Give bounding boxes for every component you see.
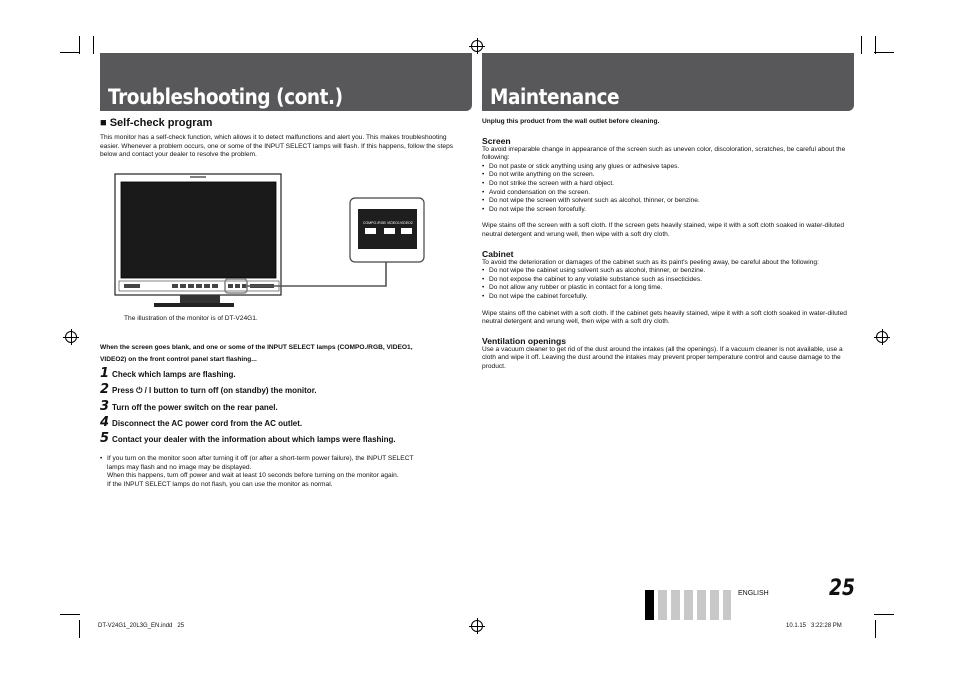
list-item: • Do not wipe the cabinet forcefully. xyxy=(482,293,852,302)
ventilation-heading: Ventilation openings xyxy=(482,335,567,346)
crop-mark xyxy=(875,36,876,54)
crop-mark xyxy=(874,52,894,53)
warning-text: Unplug this product from the wall outlet before cleaning. xyxy=(482,118,660,125)
screen-wipe-text: Wipe stains off the screen with a soft cloth. If the screen gets heavily stained, wipe it with a soft cloth soaked in water-diluted neutral detergent and wrung well, then wipe with a soft dry cloth. xyxy=(482,222,844,238)
step-3: 3 Turn off the power switch on the rear panel. xyxy=(100,399,278,414)
illustration-caption: The illustration of the monitor is of DT-V24G1. xyxy=(124,315,258,322)
registration-mark-icon xyxy=(471,620,483,632)
section-title: Self-check program xyxy=(109,117,213,129)
page-title-maintenance: Maintenance xyxy=(490,85,620,109)
list-item: • Do not strike the screen with a hard object. xyxy=(482,180,852,189)
maintenance-content xyxy=(482,118,852,371)
crop-mark xyxy=(60,614,80,615)
list-item: • Do not wipe the cabinet using solvent such as alcohol, thinner, or benzine. xyxy=(482,267,852,276)
step-4: 4 Disconnect the AC power cord from the AC outlet. xyxy=(100,415,303,430)
section-marker-icon: ■ xyxy=(100,117,107,129)
panel-label-video1: VIDEO1 xyxy=(387,221,400,225)
crop-mark xyxy=(861,36,862,54)
right-title-banner xyxy=(482,53,854,111)
crop-mark xyxy=(93,36,94,54)
ventilation-text: Use a vacuum cleaner to get rid of the dust around the intakes (all the openings). If a vacuum cleaner is not available, use a cloth and wipe it off. Leaving the dust around the intakes may prevent proper temperature control and cause damage to the product. xyxy=(482,345,843,370)
note-line-4: If the INPUT SELECT lamps do not flash, you can use the monitor as normal. xyxy=(107,480,333,488)
registration-mark-icon xyxy=(65,331,77,343)
language-label: ENGLISH xyxy=(738,590,769,597)
file-info: DT-V24G1_20L3G_EN.indd 25 xyxy=(98,623,185,629)
list-item: • Do not allow any rubber or plastic in contact for a long time. xyxy=(482,284,852,293)
crop-mark xyxy=(79,620,80,638)
registration-mark-icon xyxy=(471,40,483,52)
note-line-1: If you turn on the monitor soon after turning it off (or after a short-term power failure), the INPUT SELECT xyxy=(107,455,414,462)
registration-mark-icon xyxy=(876,331,888,343)
left-title-banner xyxy=(100,53,472,111)
list-item: • Do not wipe the screen with solvent such as alcohol, thinner, or benzine. xyxy=(482,197,852,206)
screen-bullet-list xyxy=(482,163,852,215)
list-item: • Avoid condensation on the screen. xyxy=(482,189,852,198)
cabinet-wipe-text: Wipe stains off the cabinet with a soft cloth. If the cabinet gets heavily stained, wipe it with a soft cloth soaked in water-diluted neutral detergent and wrung well, then wipe with a soft dry cloth. xyxy=(482,309,847,326)
note-line-3: When this happens, turn off power and wait at least 10 seconds before turning on the monitor again. xyxy=(107,472,399,480)
screen-intro: To avoid irreparable change in appearance of the screen such as uneven color, discoloration, scratches, be careful about the following: xyxy=(482,145,846,162)
cabinet-bullet-list xyxy=(482,267,852,301)
date-info: 10.1.15 3:22:28 PM xyxy=(786,623,842,629)
condition-line-1: When the screen goes blank, and one or some of the INPUT SELECT lamps (COMPO./RGB, VIDEO1, xyxy=(100,344,413,351)
screen-heading: Screen xyxy=(482,135,511,146)
panel-label-video2: VIDEO2 xyxy=(400,221,413,225)
step-1: 1 Check which lamps are flashing. xyxy=(100,366,236,381)
list-item: • Do not wipe the screen forcefully. xyxy=(482,206,852,215)
crop-mark xyxy=(60,52,80,53)
crop-mark xyxy=(874,614,894,615)
note-line-2: lamps may flash and no image may be displayed. xyxy=(107,463,252,471)
crop-mark xyxy=(79,36,80,54)
section-heading xyxy=(100,117,212,129)
note-block: • If you turn on the monitor soon after turning it off (or after a short-term power failure), the INPUT SELECT lamps may flash and no image may be displayed. When this happens, turn off power and wait at least 10 seconds before turning on the monitor again. If the INPUT SELECT lamps do not flash, you can use the monitor as normal. xyxy=(100,455,470,489)
step-2: 2 Press ⏻ / I button to turn off (on standby) the monitor. xyxy=(100,382,317,397)
cabinet-intro: To avoid the deterioration or damages of the cabinet such as its paint's peeling away, be careful about the following: xyxy=(482,258,819,266)
crop-mark xyxy=(875,620,876,638)
language-tab-strip xyxy=(645,590,731,620)
panel-label-compo: COMPO./RGB xyxy=(363,221,386,225)
condition-line-2: VIDEO2) on the front control panel start flashing... xyxy=(100,356,257,363)
list-item: • Do not paste or stick anything using any glues or adhesive tapes. xyxy=(482,163,852,172)
page-title-troubleshooting: Troubleshooting (cont.) xyxy=(108,85,343,109)
list-item: • Do not expose the cabinet to any volatile substance such as insecticides. xyxy=(482,276,852,285)
intro-paragraph: This monitor has a self-check function, which allows it to detect malfunctions and alert you. This makes troubleshooting easier. Whenever a problem occurs, one or some of the INPUT SELECT lamps will flash. If this happens, follow the steps below and contact your dealer to resolve the problem. xyxy=(100,134,454,159)
monitor-illustration xyxy=(110,172,430,310)
page-number: 25 xyxy=(829,576,856,601)
step-5: 5 Contact your dealer with the information about which lamps were flashing. xyxy=(100,431,396,446)
list-item: • Do not write anything on the screen. xyxy=(482,171,852,180)
cabinet-heading: Cabinet xyxy=(482,248,514,259)
